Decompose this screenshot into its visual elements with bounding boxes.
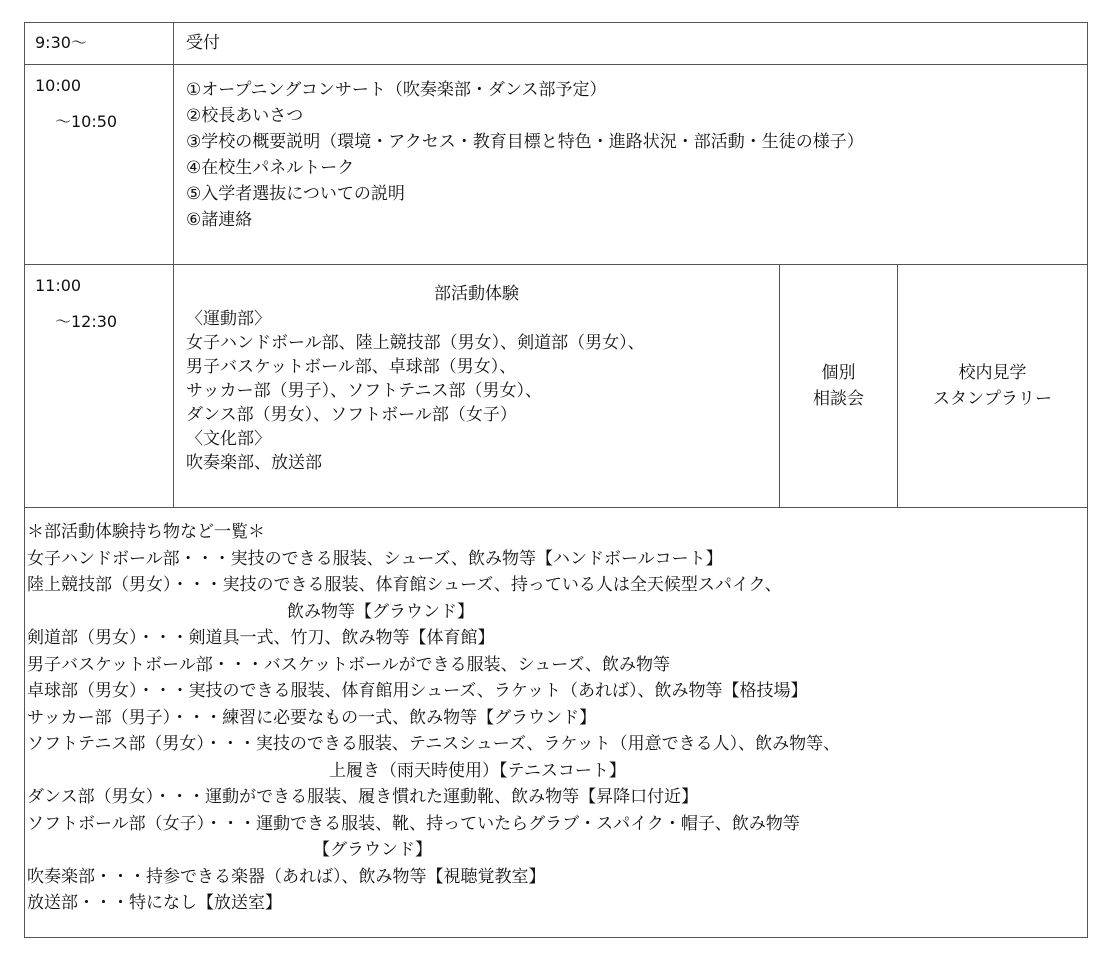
- notes-line: ソフトテニス部（男女）・・・実技のできる服装、テニスシューズ、ラケット（用意できる人）、飲み物等、: [27, 734, 841, 754]
- club-category-sports: 〈運動部〉: [186, 309, 271, 329]
- notes-line-continued: 上履き（雨天時使用）【テニスコート】: [329, 760, 626, 781]
- reception-time: 9:30〜: [35, 33, 87, 52]
- stamp-rally-line: スタンプラリー: [933, 389, 1052, 409]
- club-list-line: サッカー部（男子）、ソフトテニス部（男女）、: [186, 381, 542, 401]
- ceremony-time-start: 10:00: [35, 76, 82, 95]
- consultation-line: 相談会: [813, 389, 864, 409]
- program-item: ③学校の概要説明（環境・アクセス・教育目標と特色・進路状況・部活動・生徒の様子）: [186, 132, 864, 152]
- notes-line-continued: 【グラウンド】: [313, 840, 432, 860]
- notes-line: 男子バスケットボール部・・・バスケットボールができる服装、シューズ、飲み物等: [27, 654, 670, 675]
- program-item: ①オープニングコンサート（吹奏楽部・ダンス部予定）: [186, 80, 607, 100]
- club-list-line: 吹奏楽部、放送部: [186, 453, 322, 473]
- notes-line: 卓球部（男女）・・・実技のできる服装、体育館用シューズ、ラケット（あれば）、飲み物等【格技場】: [27, 681, 808, 701]
- program-item: ⑥諸連絡: [186, 210, 253, 230]
- notes-line: 女子ハンドボール部・・・実技のできる服装、シューズ、飲み物等【ハンドボールコート】: [27, 548, 723, 569]
- activities-title: 部活動体験: [434, 284, 519, 304]
- club-list-line: 女子ハンドボール部、陸上競技部（男女）、剣道部（男女）、: [186, 333, 645, 353]
- row-divider: [25, 264, 1087, 265]
- notes-line-continued: 飲み物等【グラウンド】: [287, 601, 474, 622]
- row-divider: [25, 507, 1087, 508]
- ceremony-time-end: 〜10:50: [55, 112, 118, 131]
- notes-title: ＊部活動体験持ち物など一覧＊: [27, 522, 265, 542]
- club-list-line: 男子バスケットボール部、卓球部（男女）、: [186, 357, 517, 377]
- activities-time-start: 11:00: [35, 276, 82, 295]
- activities-time-end: 〜12:30: [55, 312, 118, 331]
- stamp-rally-line: 校内見学: [958, 363, 1027, 383]
- belongings-notes: [27, 519, 840, 917]
- program-item: ④在校生パネルトーク: [186, 158, 355, 178]
- notes-line: ダンス部（男女）・・・運動ができる服装、履き慣れた運動靴、飲み物等【昇降口付近】: [27, 787, 699, 807]
- stamp-rally-cell: [898, 360, 1087, 412]
- club-list-line: ダンス部（男女）、ソフトボール部（女子）: [186, 405, 517, 425]
- activities-club-list: [186, 307, 645, 475]
- notes-line: 吹奏楽部・・・持参できる楽器（あれば）、飲み物等【視聴覚教室】: [27, 866, 546, 887]
- notes-line: サッカー部（男子）・・・練習に必要なもの一式、飲み物等【グラウンド】: [27, 707, 597, 728]
- notes-line: 剣道部（男女）・・・剣道具一式、竹刀、飲み物等【体育館】: [27, 628, 495, 648]
- notes-line: ソフトボール部（女子）・・・運動できる服装、靴、持っていたらグラブ・スパイク・帽子、飲み物等: [27, 813, 800, 834]
- program-item: ②校長あいさつ: [186, 106, 304, 126]
- reception-label: 受付: [186, 33, 220, 53]
- time-column-divider: [173, 23, 174, 507]
- row-divider: [25, 64, 1087, 65]
- notes-line: 陸上競技部（男女）・・・実技のできる服装、体育館シューズ、持っている人は全天候型スパイク、: [27, 575, 782, 595]
- notes-line: 放送部・・・特になし【放送室】: [27, 893, 282, 913]
- consultation-cell: [780, 360, 897, 412]
- club-category-culture: 〈文化部〉: [186, 429, 271, 449]
- consultation-line: 個別: [821, 363, 856, 383]
- ceremony-program-list: [186, 77, 864, 233]
- schedule-table: [24, 22, 1088, 938]
- program-item: ⑤入学者選抜についての説明: [186, 184, 405, 204]
